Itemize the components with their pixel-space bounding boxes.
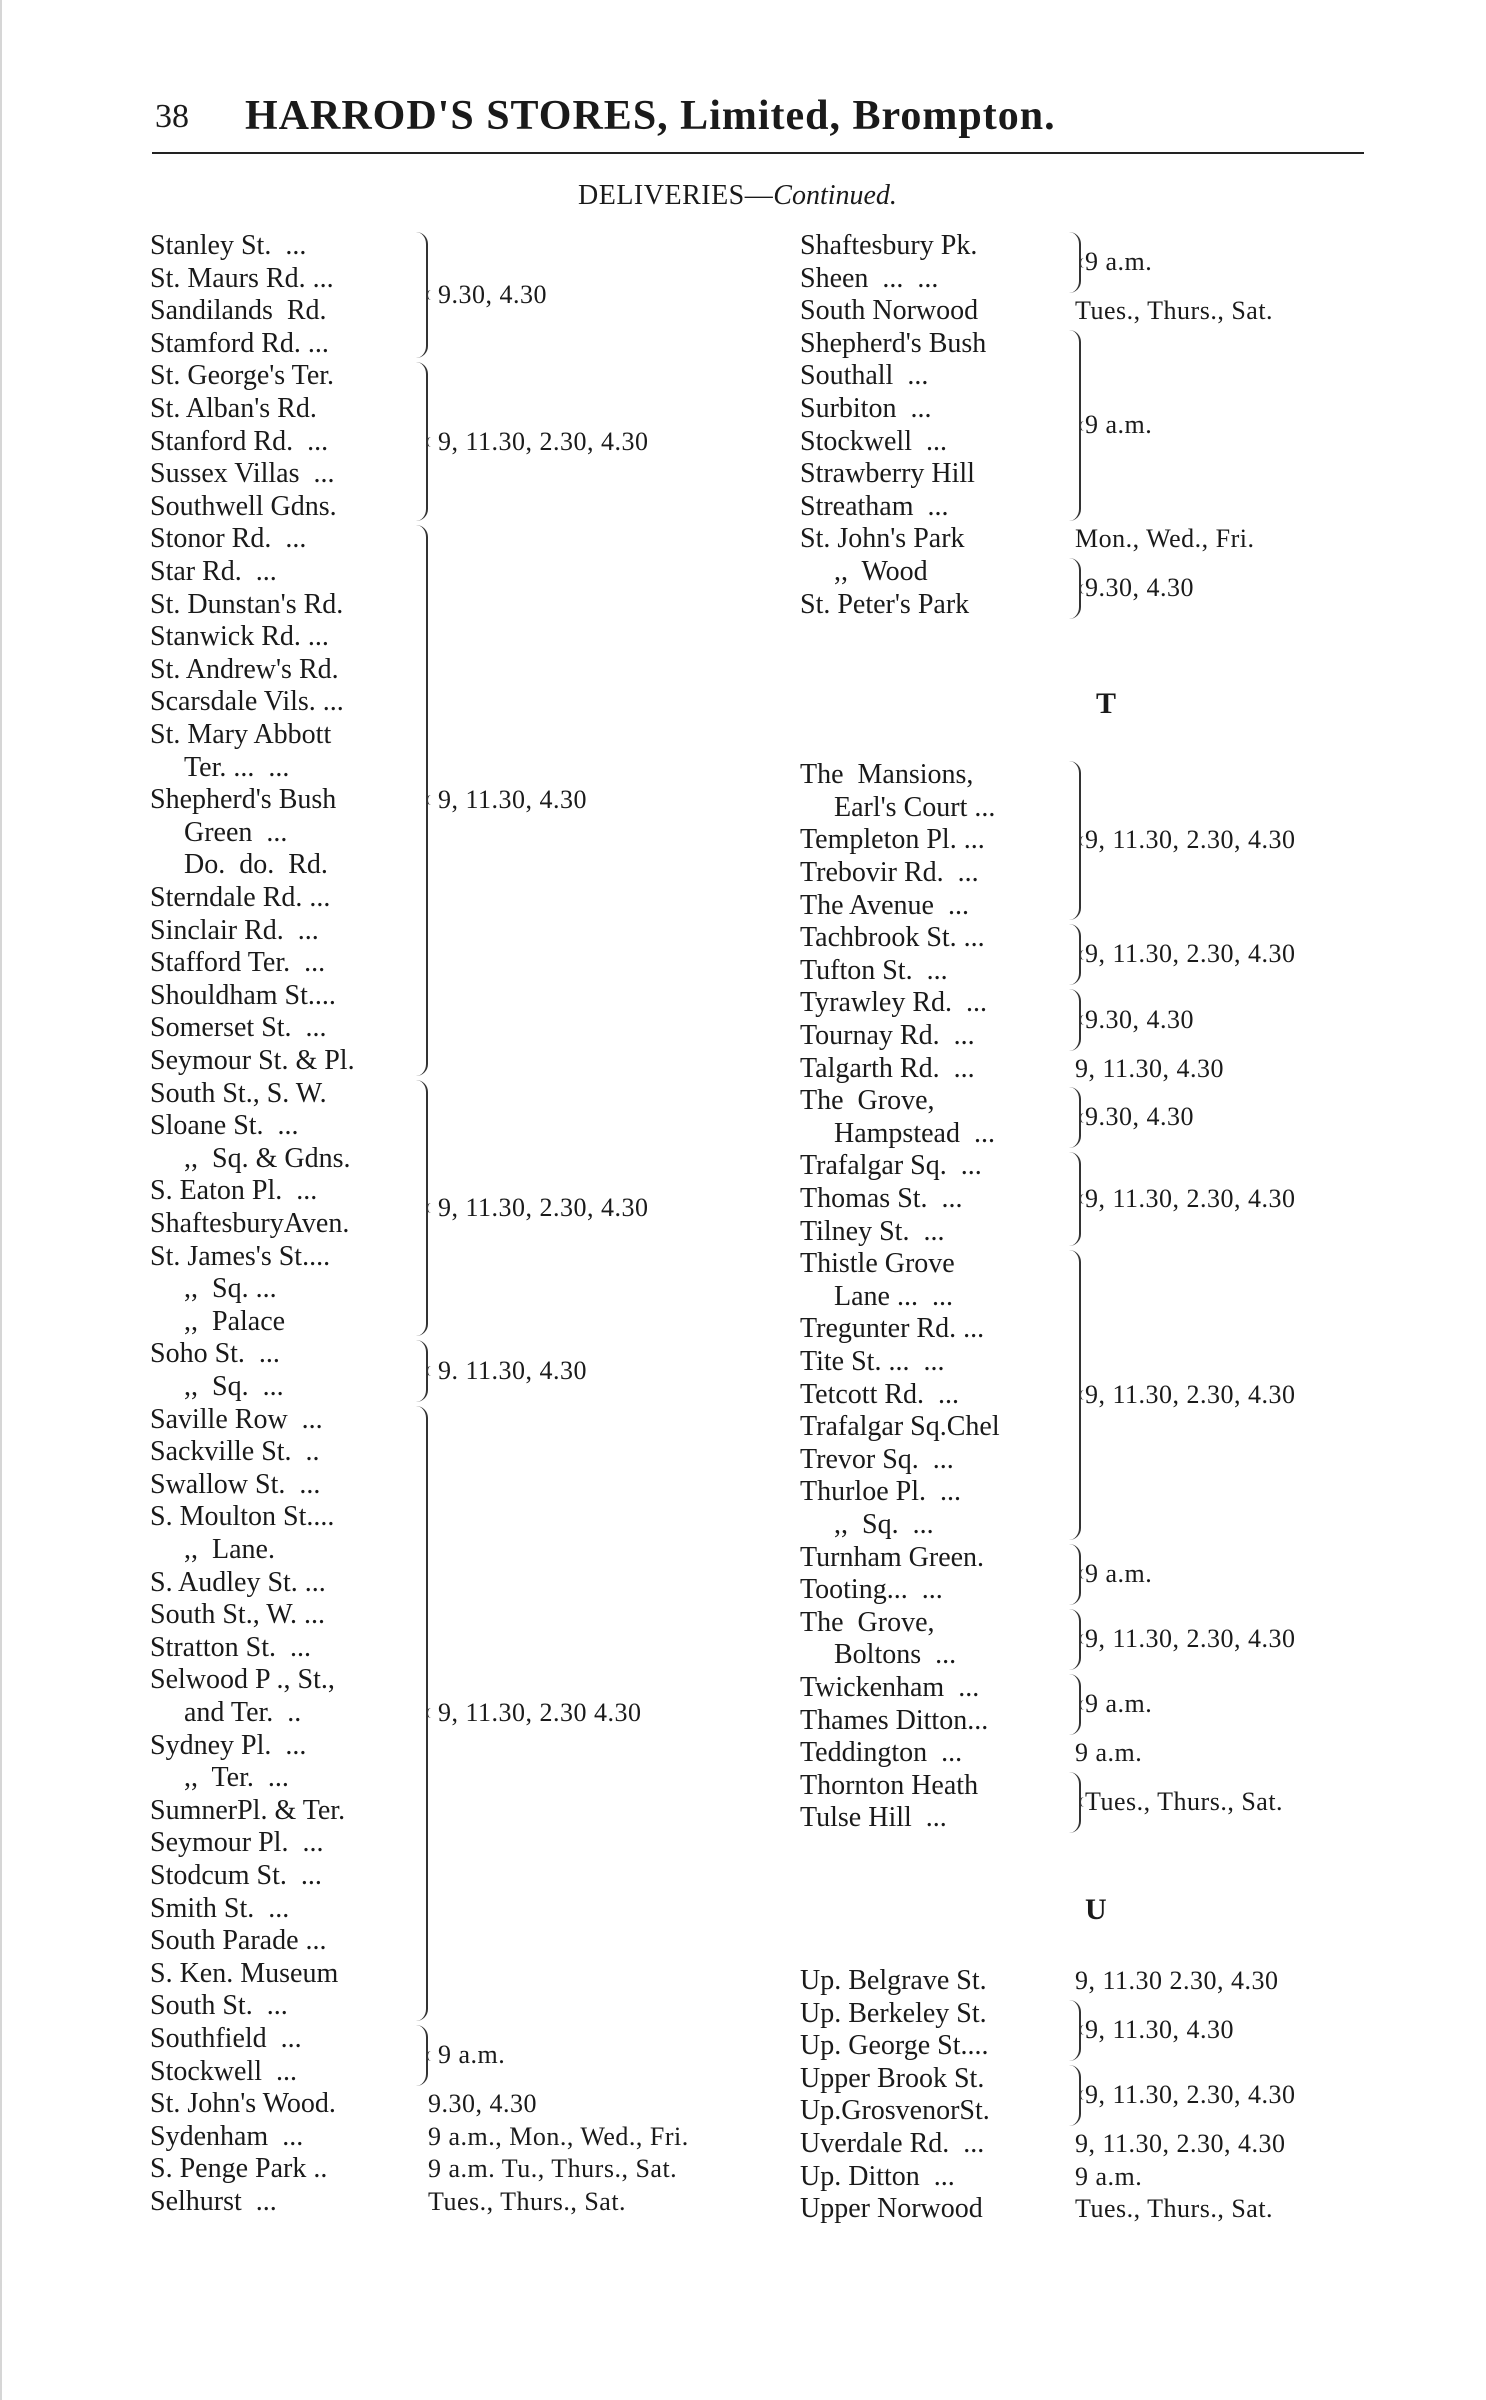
section-continued: Continued. xyxy=(773,180,897,211)
street-name: Sheen ... ... xyxy=(800,262,939,294)
street-name: Selwood P ., St., xyxy=(150,1664,335,1696)
street-name: Smith St. ... xyxy=(150,1892,290,1924)
grouping-brace xyxy=(412,2025,428,2086)
t-group xyxy=(800,1606,1296,1672)
street-name: South St. ... xyxy=(150,1990,288,2022)
delivery-times: 9, 11.30, 2.30, 4.30 xyxy=(438,426,649,456)
street-name: Soho St. ... xyxy=(150,1338,280,1370)
delivery-times: 9.30, 4.30 xyxy=(1085,573,1194,603)
street-name: Selhurst ... xyxy=(150,2186,277,2217)
street-name: The Avenue ... xyxy=(800,889,969,921)
street-name: St. John's Wood. xyxy=(150,2088,336,2120)
delivery-times: 9, 11.30, 4.30 xyxy=(438,785,588,815)
delivery-times: 9, 11.30, 2.30, 4.30 xyxy=(1075,2129,1286,2158)
delivery-times: 9 a.m. xyxy=(1075,1738,1143,1768)
street-name: Stodcum St. ... xyxy=(150,1859,322,1891)
delivery-times: 9, 11.30, 4.30 xyxy=(1075,1053,1225,1083)
grouping-brace xyxy=(1065,989,1081,1050)
street-name: Tregunter Rd. ... xyxy=(800,1313,985,1345)
street-name: Talgarth Rd. ... xyxy=(800,1052,975,1084)
t-group xyxy=(800,922,1296,987)
delivery-times: Tues., Thurs., Sat. xyxy=(428,2187,627,2216)
section-letter-u: U xyxy=(1085,1893,1107,1926)
street-name: Stanwick Rd. ... xyxy=(150,621,329,653)
street-name: Sydney Pl. ... xyxy=(150,1729,307,1761)
street-name: Stockwell ... xyxy=(150,2055,297,2087)
section-letter-t: T xyxy=(1096,687,1117,721)
store-title: HARROD'S STORES, Limited, Brompton. xyxy=(245,93,1056,139)
street-name: S. Moulton St.... xyxy=(150,1501,335,1533)
u-group xyxy=(800,2128,1286,2161)
street-name: Thistle Grove xyxy=(800,1248,955,1280)
left-group xyxy=(150,1077,649,1339)
street-name: Stratton St. ... xyxy=(150,1631,312,1663)
delivery-times: 9 a.m. xyxy=(438,2040,506,2070)
street-name: Sydenham ... xyxy=(150,2120,304,2152)
t-group xyxy=(800,987,1194,1052)
header-rule xyxy=(152,152,1364,154)
street-name: Up.GrosvenorSt. xyxy=(800,2095,990,2127)
street-name: Strawberry Hill xyxy=(800,458,975,490)
t-group xyxy=(800,1737,1143,1770)
u-group xyxy=(800,2193,1274,2226)
street-name: Shepherd's Bush xyxy=(150,784,337,816)
grouping-brace xyxy=(1065,924,1081,985)
grouping-brace xyxy=(1065,1250,1081,1539)
delivery-times: 9 a.m. xyxy=(1085,247,1153,277)
street-name: ShaftesburyAven. xyxy=(150,1207,350,1239)
street-name: South St., S. W. xyxy=(150,1077,327,1109)
t-group xyxy=(800,1150,1296,1248)
delivery-times: 9.30, 4.30 xyxy=(1085,1102,1194,1132)
street-name: and Ter. .. xyxy=(184,1696,302,1728)
grouping-brace xyxy=(412,232,428,358)
street-name: Uverdale Rd. ... xyxy=(800,2128,985,2159)
street-name: Southall ... xyxy=(800,360,929,392)
delivery-times: 9, 11.30, 2.30, 4.30 xyxy=(438,1192,649,1222)
delivery-times: 9. 11.30, 4.30 xyxy=(438,1355,588,1385)
delivery-times: 9, 11.30, 2.30, 4.30 xyxy=(1085,2080,1296,2110)
left-group xyxy=(150,2088,537,2121)
street-name: Up. George St.... xyxy=(800,2030,989,2062)
street-name: Sussex Villas ... xyxy=(150,458,335,490)
street-name: St. Mary Abbott xyxy=(150,718,332,750)
street-name: St. Andrew's Rd. xyxy=(150,653,339,685)
street-name: S. Audley St. ... xyxy=(150,1566,326,1598)
street-name: Seymour Pl. ... xyxy=(150,1827,324,1859)
right-group xyxy=(800,556,1194,621)
street-name: Boltons ... xyxy=(834,1639,957,1671)
street-name: ,, Sq. ... xyxy=(184,1370,284,1402)
street-name: ,, Palace xyxy=(184,1305,286,1337)
section-title: DELIVERIES— xyxy=(578,180,774,211)
street-name: Shepherd's Bush xyxy=(800,327,987,359)
grouping-brace xyxy=(412,1406,428,2021)
street-name: Stamford Rd. ... xyxy=(150,327,329,359)
street-name: Stonor Rd. ... xyxy=(150,523,307,555)
street-name: Scarsdale Vils. ... xyxy=(150,686,344,718)
street-name: Up. Ditton ... xyxy=(800,2160,955,2192)
delivery-times: 9, 11.30, 4.30 xyxy=(1085,2014,1235,2044)
street-name: ,, Wood xyxy=(834,556,928,587)
street-name: Stanford Rd. ... xyxy=(150,425,329,457)
street-name: Streatham ... xyxy=(800,490,949,522)
page-header xyxy=(155,92,1375,146)
street-name: Templeton Pl. ... xyxy=(800,824,985,856)
delivery-times: 9.30, 4.30 xyxy=(438,279,547,309)
street-name: Sloane St. ... xyxy=(150,1110,299,1142)
street-name: Do. do. Rd. xyxy=(184,849,328,881)
delivery-times: 9, 11.30, 2.30, 4.30 xyxy=(1085,1183,1296,1213)
delivery-times: 9, 11.30, 2.30, 4.30 xyxy=(1085,939,1296,969)
grouping-brace xyxy=(1065,558,1081,619)
page-edge xyxy=(0,0,2,2400)
delivery-times: 9 a.m. xyxy=(1085,410,1153,440)
street-name: Trafalgar Sq. ... xyxy=(800,1150,982,1182)
grouping-brace xyxy=(412,362,428,521)
street-name: Southwell Gdns. xyxy=(150,490,337,522)
grouping-brace xyxy=(1065,1152,1081,1246)
street-name: Teddington ... xyxy=(800,1737,963,1769)
left-group xyxy=(150,2023,506,2088)
street-name: Lane ... ... xyxy=(834,1280,953,1312)
street-name: Up. Belgrave St. xyxy=(800,1965,987,1996)
street-name: Thames Ditton... xyxy=(800,1704,989,1736)
street-name: ,, Sq. ... xyxy=(834,1508,934,1540)
t-group xyxy=(800,759,1296,922)
street-name: Sandilands Rd. xyxy=(150,295,327,327)
page-number: 38 xyxy=(155,98,189,135)
delivery-times: Mon., Wed., Fri. xyxy=(1075,524,1255,554)
delivery-times: 9, 11.30, 2.30, 4.30 xyxy=(1085,1624,1296,1654)
street-name: Tite St. ... ... xyxy=(800,1345,945,1377)
grouping-brace xyxy=(1065,1674,1081,1735)
u-group xyxy=(800,1965,1279,1998)
street-name: Tyrawley Rd. ... xyxy=(800,987,988,1019)
right-group xyxy=(800,295,1274,328)
grouping-brace xyxy=(1065,1772,1081,1833)
delivery-times: 9 a.m. Tu., Thurs., Sat. xyxy=(428,2154,678,2184)
street-name: Tulse Hill ... xyxy=(800,1802,947,1834)
street-name: ,, Sq. & Gdns. xyxy=(184,1142,351,1174)
street-name: Upper Brook St. xyxy=(800,2062,985,2094)
street-name: Trafalgar Sq.Chel xyxy=(800,1411,1000,1443)
delivery-times: 9, 11.30, 2.30, 4.30 xyxy=(1085,1379,1296,1409)
grouping-brace xyxy=(412,1080,428,1337)
delivery-times: 9, 11.30, 2.30, 4.30 xyxy=(1085,825,1296,855)
street-name: Up. Berkeley St. xyxy=(800,1997,987,2029)
street-name: Shaftesbury Pk. xyxy=(800,230,978,261)
right-group xyxy=(800,230,1153,295)
street-name: S. Eaton Pl. ... xyxy=(150,1175,318,1207)
u-group xyxy=(800,2160,1143,2194)
left-group xyxy=(150,360,649,523)
street-name: South Norwood xyxy=(800,295,979,327)
left-group xyxy=(150,2186,627,2219)
delivery-times: 9 a.m., Mon., Wed., Fri. xyxy=(428,2121,689,2151)
grouping-brace xyxy=(1065,761,1081,920)
street-name: St. James's St.... xyxy=(150,1240,331,1272)
street-name: Ter. ... ... xyxy=(184,751,290,783)
street-name: Somerset St. ... xyxy=(150,1012,327,1044)
grouping-brace xyxy=(412,525,428,1075)
street-name: South St., W. ... xyxy=(150,1599,326,1631)
street-name: Stafford Ter. ... xyxy=(150,947,326,979)
t-group xyxy=(800,1248,1296,1541)
street-name: Swallow St. ... xyxy=(150,1468,321,1500)
street-name: St. Maurs Rd. ... xyxy=(150,262,334,294)
street-name: Southfield ... xyxy=(150,2023,302,2054)
street-name: Earl's Court ... xyxy=(834,791,996,823)
grouping-brace xyxy=(1065,1544,1081,1605)
street-name: Sinclair Rd. ... xyxy=(150,914,319,946)
street-name: Tooting... ... xyxy=(800,1574,943,1606)
u-group xyxy=(800,2062,1296,2128)
t-group xyxy=(800,1052,1225,1086)
street-name: St. John's Park xyxy=(800,523,965,555)
delivery-times: 9 a.m. xyxy=(1085,1689,1153,1719)
t-group xyxy=(800,1672,1153,1737)
street-name: Saville Row ... xyxy=(150,1403,323,1435)
street-name: Sackville St. .. xyxy=(150,1436,320,1468)
street-name: Green ... xyxy=(184,816,288,848)
delivery-times: 9, 11.30, 2.30 4.30 xyxy=(438,1697,642,1727)
street-name: The Mansions, xyxy=(800,759,974,791)
grouping-brace xyxy=(1065,1087,1081,1148)
street-name: Thornton Heath xyxy=(800,1769,979,1801)
street-name: Tufton St. ... xyxy=(800,954,948,986)
street-name: S. Penge Park .. xyxy=(150,2153,328,2185)
delivery-times: 9.30, 4.30 xyxy=(1085,1004,1194,1034)
t-group xyxy=(800,1085,1194,1150)
street-name: Tilney St. ... xyxy=(800,1215,945,1247)
grouping-brace xyxy=(1065,2065,1081,2126)
delivery-times: Tues., Thurs., Sat. xyxy=(1075,296,1274,326)
street-name: Stockwell ... xyxy=(800,425,947,457)
left-group xyxy=(150,523,588,1077)
street-name: Thomas St. ... xyxy=(800,1182,963,1214)
grouping-brace xyxy=(1065,1609,1081,1670)
street-name: St. Dunstan's Rd. xyxy=(150,588,344,620)
u-group xyxy=(800,1997,1235,2063)
right-group xyxy=(800,523,1255,556)
street-name: Star Rd. ... xyxy=(150,555,277,587)
left-group xyxy=(150,1338,588,1403)
street-name: Seymour St. & Pl. xyxy=(150,1044,355,1076)
delivery-times: 9, 11.30 2.30, 4.30 xyxy=(1075,1966,1279,1995)
delivery-times: Tues., Thurs., Sat. xyxy=(1085,1787,1284,1817)
street-name: ,, Lane. xyxy=(184,1533,275,1565)
delivery-times: 9 a.m. xyxy=(1085,1558,1153,1588)
street-name: Trevor Sq. ... xyxy=(800,1443,954,1475)
t-group xyxy=(800,1541,1153,1607)
street-name: Twickenham ... xyxy=(800,1672,980,1703)
right-group xyxy=(800,327,1153,524)
street-name: ,, Ter. ... xyxy=(184,1762,289,1794)
grouping-brace xyxy=(1065,232,1081,293)
section-heading xyxy=(578,180,897,212)
street-name: Upper Norwood xyxy=(800,2193,983,2225)
street-name: The Grove, xyxy=(800,1085,935,1117)
delivery-times: 9.30, 4.30 xyxy=(428,2089,537,2119)
street-name: The Grove, xyxy=(800,1606,935,1638)
street-name: Tetcott Rd. ... xyxy=(800,1378,960,1410)
grouping-brace xyxy=(1065,2000,1081,2061)
street-name: Tachbrook St. ... xyxy=(800,922,985,954)
street-name: Surbiton ... xyxy=(800,392,932,424)
street-name: St. Alban's Rd. xyxy=(150,392,317,424)
street-name: St. Peter's Park xyxy=(800,588,970,620)
street-name: Turnham Green. xyxy=(800,1541,985,1573)
delivery-times: 9 a.m. xyxy=(1075,2161,1143,2191)
street-name: S. Ken. Museum xyxy=(150,1957,339,1989)
street-name: Hampstead ... xyxy=(834,1117,995,1149)
grouping-brace xyxy=(412,1340,428,1401)
t-group xyxy=(800,1769,1284,1835)
left-group xyxy=(150,2120,689,2154)
street-name: St. George's Ter. xyxy=(150,360,335,392)
street-name: South Parade ... xyxy=(150,1925,327,1957)
street-name: SumnerPl. & Ter. xyxy=(150,1794,346,1826)
grouping-brace xyxy=(1065,330,1081,522)
street-name: Shouldham St.... xyxy=(150,979,336,1011)
delivery-times: Tues., Thurs., Sat. xyxy=(1075,2194,1274,2224)
street-name: Tournay Rd. ... xyxy=(800,1019,975,1051)
street-name: Thurloe Pl. ... xyxy=(800,1476,961,1508)
street-name: Trebovir Rd. ... xyxy=(800,856,979,888)
left-group xyxy=(150,230,547,360)
street-name: Sterndale Rd. ... xyxy=(150,881,331,913)
street-name: Stanley St. ... xyxy=(150,230,307,261)
left-group xyxy=(150,2153,678,2186)
left-group xyxy=(150,1403,642,2023)
street-name: ,, Sq. ... xyxy=(184,1273,277,1305)
